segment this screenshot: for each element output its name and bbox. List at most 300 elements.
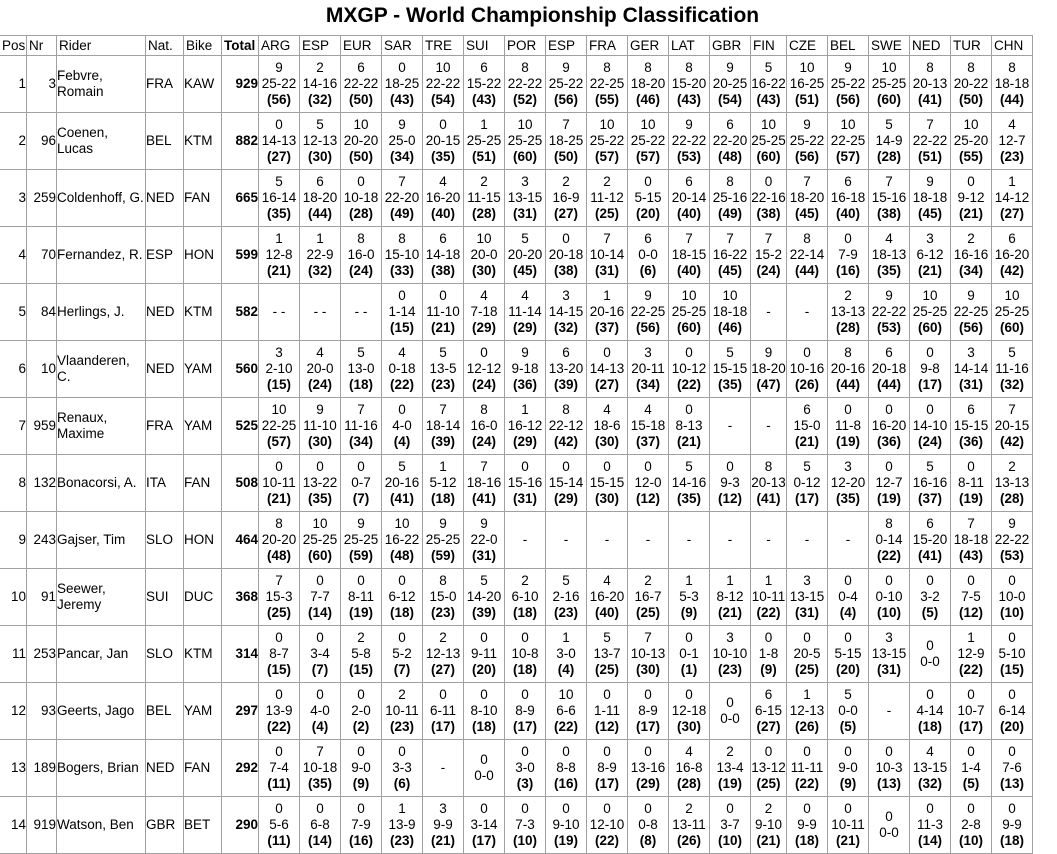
number-cell: 84: [27, 284, 57, 341]
race-result-cell: [587, 170, 628, 227]
heat-points: 12-13: [425, 646, 461, 661]
qualifying-points: 6: [803, 402, 811, 417]
qualifying-points: 10: [558, 687, 574, 702]
race-result-cell: [992, 455, 1033, 512]
qualifying-points: 5: [398, 459, 406, 474]
race-result-cell: [751, 569, 787, 626]
event-points: (14): [307, 605, 332, 620]
number-cell: 919: [27, 797, 57, 854]
heat-points: 15-16: [507, 475, 543, 490]
table-row: [0, 170, 1033, 227]
event-points: (21): [794, 434, 819, 449]
event-points: (41): [389, 491, 414, 506]
qualifying-points: 6: [644, 231, 652, 246]
race-result-cell: [910, 170, 951, 227]
heat-points: 20-5: [793, 646, 821, 661]
race-result-cell: [951, 512, 992, 569]
race-result-cell: [464, 341, 505, 398]
heat-points: 22-0: [470, 532, 498, 547]
race-result-cell: [710, 113, 751, 170]
event-points: (45): [717, 263, 742, 278]
race-result-cell: [382, 797, 423, 854]
qualifying-points: -: [727, 418, 733, 433]
column-header: CZE: [787, 36, 828, 56]
qualifying-points: 0: [644, 459, 652, 474]
race-result-cell: [423, 626, 464, 683]
heat-points: 7-7: [310, 589, 330, 604]
qualifying-points: 10: [312, 516, 328, 531]
race-result-cell: [505, 683, 546, 740]
event-points: (31): [876, 662, 901, 677]
race-result-cell: [505, 455, 546, 512]
number-cell: 93: [27, 683, 57, 740]
total-points-cell: 314: [222, 626, 259, 683]
qualifying-points: 6: [480, 60, 488, 75]
heat-points: 3-7: [720, 817, 740, 832]
qualifying-points: 0: [726, 459, 734, 474]
qualifying-points: 0: [562, 801, 570, 816]
event-points: (4): [311, 719, 329, 734]
qualifying-points: 9: [644, 288, 652, 303]
race-result-cell: [300, 569, 341, 626]
race-result-cell: [587, 797, 628, 854]
heat-points: 11-11: [790, 760, 824, 775]
number-cell: 259: [27, 170, 57, 227]
heat-points: 18-13: [871, 247, 907, 262]
event-points: (38): [756, 206, 781, 221]
heat-points: 22-25: [589, 76, 625, 91]
heat-points: 16-16: [912, 475, 948, 490]
event-points: (51): [794, 92, 819, 107]
heat-points: 25-0: [388, 133, 416, 148]
heat-points: 20-16: [589, 304, 625, 319]
race-result-cell: [951, 113, 992, 170]
event-points: (18): [348, 377, 373, 392]
qualifying-points: 0: [1008, 573, 1016, 588]
race-result-cell: [505, 569, 546, 626]
event-points: (14): [917, 833, 942, 848]
event-points: (60): [917, 320, 942, 335]
qualifying-points: 0: [521, 744, 529, 759]
event-points: (39): [471, 605, 496, 620]
race-result-cell: [992, 398, 1033, 455]
qualifying-points: 1: [480, 117, 488, 132]
qualifying-points: 4: [603, 402, 611, 417]
qualifying-points: 0: [398, 60, 406, 75]
race-result-cell: [751, 398, 787, 455]
qualifying-points: 0: [844, 630, 852, 645]
heat-points: 5-6: [269, 817, 289, 832]
heat-points: 22-22: [425, 76, 461, 91]
race-result-cell: [341, 398, 382, 455]
bike-cell: KTM: [184, 284, 222, 341]
race-result-cell: [787, 170, 828, 227]
heat-points: 13-15: [871, 646, 907, 661]
qualifying-points: 0: [764, 744, 773, 759]
qualifying-points: 1: [764, 573, 773, 588]
race-result-cell: [669, 284, 710, 341]
table-row: [0, 683, 1033, 740]
event-points: (28): [676, 776, 701, 791]
heat-points: 0-1: [679, 646, 699, 661]
qualifying-points: 0: [398, 402, 406, 417]
race-result-cell: [464, 797, 505, 854]
race-result-cell: [464, 626, 505, 683]
event-points: (21): [717, 605, 742, 620]
event-points: (19): [835, 434, 860, 449]
heat-points: 9-9: [797, 817, 817, 832]
heat-points: 20-18: [871, 361, 907, 376]
qualifying-points: 1: [521, 402, 529, 417]
race-result-cell: [341, 113, 382, 170]
qualifying-points: 0: [316, 801, 324, 816]
column-header: NED: [910, 36, 951, 56]
event-points: (36): [958, 434, 983, 449]
race-result-cell: [869, 341, 910, 398]
event-points: (36): [512, 377, 537, 392]
race-result-cell: [382, 56, 423, 113]
nationality-cell: GBR: [146, 797, 184, 854]
event-points: (37): [917, 491, 942, 506]
event-points: (17): [917, 377, 942, 392]
event-points: (19): [958, 491, 983, 506]
heat-points: 8-9: [515, 703, 535, 718]
race-result-cell: [669, 797, 710, 854]
race-result-cell: [300, 113, 341, 170]
event-points: (23): [999, 149, 1024, 164]
qualifying-points: 0: [357, 801, 365, 816]
race-result-cell: [787, 569, 828, 626]
event-points: (31): [512, 491, 537, 506]
heat-points: 4-0: [310, 703, 330, 718]
race-result-cell: [546, 113, 587, 170]
event-points: (45): [794, 206, 819, 221]
qualifying-points: 0: [685, 687, 693, 702]
event-points: (18): [389, 605, 414, 620]
race-result-cell: [423, 113, 464, 170]
heat-points: 9-9: [1002, 817, 1022, 832]
qualifying-points: 0: [885, 573, 893, 588]
qualifying-points: 0: [275, 744, 283, 759]
heat-points: 25-22: [830, 76, 866, 91]
race-result-cell: [787, 341, 828, 398]
heat-points: 10-18: [302, 760, 338, 775]
qualifying-points: 0: [726, 801, 734, 816]
rider-name-cell: Fernandez, R.: [57, 227, 146, 284]
qualifying-points: 0: [844, 231, 852, 246]
race-result-cell: [587, 512, 628, 569]
race-result-cell: [464, 398, 505, 455]
heat-points: 10-11: [751, 589, 786, 604]
event-points: (41): [756, 491, 781, 506]
qualifying-points: 9: [885, 288, 893, 303]
race-result-cell: [710, 740, 751, 797]
qualifying-points: 0: [926, 573, 934, 588]
event-points: (56): [635, 320, 660, 335]
race-result-cell: [992, 113, 1033, 170]
race-result-cell: [787, 626, 828, 683]
race-result-cell: [710, 512, 751, 569]
race-result-cell: [546, 227, 587, 284]
event-points: (37): [635, 434, 660, 449]
race-result-cell: [669, 455, 710, 512]
qualifying-points: 3: [926, 231, 934, 246]
number-cell: 189: [27, 740, 57, 797]
qualifying-points: 4: [521, 288, 529, 303]
heat-points: 15-0: [429, 589, 457, 604]
qualifying-points: 6: [764, 687, 773, 702]
race-result-cell: [587, 740, 628, 797]
event-points: (55): [594, 92, 619, 107]
qualifying-points: 9: [275, 60, 283, 75]
race-result-cell: [341, 227, 382, 284]
event-points: (32): [917, 776, 942, 791]
race-result-cell: [546, 341, 587, 398]
heat-points: 2-0: [351, 703, 371, 718]
event-points: (34): [389, 149, 414, 164]
race-result-cell: [546, 512, 587, 569]
heat-points: 15-2: [754, 247, 783, 262]
race-result-cell: [992, 683, 1033, 740]
heat-points: 13-4: [716, 760, 744, 775]
qualifying-points: 3: [521, 174, 529, 189]
qualifying-points: -: [845, 532, 851, 547]
heat-points: 14-16: [671, 475, 707, 490]
race-result-cell: [505, 227, 546, 284]
race-result-cell: [300, 626, 341, 683]
qualifying-points: 9: [439, 516, 447, 531]
qualifying-points: 0: [844, 744, 852, 759]
race-result-cell: [505, 284, 546, 341]
event-points: (12): [635, 491, 660, 506]
race-result-cell: [259, 455, 300, 512]
qualifying-points: 2: [685, 801, 693, 816]
qualifying-points: 10: [435, 60, 451, 75]
heat-points: 12-20: [830, 475, 866, 490]
race-result-cell: [382, 341, 423, 398]
race-result-cell: [828, 227, 869, 284]
heat-points: 15-14: [548, 475, 584, 490]
heat-points: 6-6: [556, 703, 576, 718]
event-points: (30): [471, 263, 496, 278]
heat-points: 13-9: [265, 703, 293, 718]
race-result-cell: [382, 569, 423, 626]
race-result-cell: [869, 512, 910, 569]
heat-points: 16-16: [953, 247, 989, 262]
heat-points: 25-16: [712, 190, 748, 205]
event-points: (60): [307, 548, 332, 563]
table-row: [0, 284, 1033, 341]
table-row: [0, 626, 1033, 683]
qualifying-points: 9: [967, 288, 975, 303]
rider-name-cell: Coldenhoff, G.: [57, 170, 146, 227]
table-row: [0, 398, 1033, 455]
event-points: (60): [512, 149, 537, 164]
event-points: (17): [635, 719, 660, 734]
heat-points: 3-2: [920, 589, 940, 604]
heat-points: 12-9: [957, 646, 985, 661]
event-points: (28): [999, 491, 1024, 506]
heat-points: 15-20: [912, 532, 948, 547]
race-result-cell: [464, 113, 505, 170]
race-result-cell: [259, 626, 300, 683]
column-header: Bike: [184, 36, 222, 56]
race-result-cell: [910, 626, 951, 683]
heat-points: 14-13: [589, 361, 625, 376]
race-result-cell: [710, 626, 751, 683]
heat-points: 20-25: [712, 76, 748, 91]
qualifying-points: 0: [803, 801, 811, 816]
heat-points: 20-0: [306, 361, 334, 376]
race-result-cell: [869, 227, 910, 284]
column-header: GBR: [710, 36, 751, 56]
heat-points: 0-7: [351, 475, 371, 490]
heat-points: 10-10: [712, 646, 748, 661]
event-points: (24): [471, 377, 496, 392]
race-result-cell: [423, 284, 464, 341]
heat-points: 8-9: [638, 703, 658, 718]
qualifying-points: 5: [562, 573, 570, 588]
heat-points: 25-25: [302, 532, 338, 547]
qualifying-points: - -: [313, 304, 327, 319]
event-points: (23): [389, 833, 414, 848]
race-result-cell: [787, 227, 828, 284]
column-header: LAT: [669, 36, 710, 56]
race-result-cell: [910, 512, 951, 569]
event-points: (35): [307, 776, 332, 791]
event-points: (19): [553, 833, 578, 848]
event-points: (42): [553, 434, 578, 449]
qualifying-points: 0: [316, 687, 324, 702]
qualifying-points: 0: [685, 630, 693, 645]
qualifying-points: 0: [844, 573, 852, 588]
race-result-cell: [382, 398, 423, 455]
column-header: FIN: [751, 36, 787, 56]
race-result-cell: [341, 740, 382, 797]
heat-points: 13-13: [994, 475, 1030, 490]
rider-name-cell: Seewer, Jeremy: [57, 569, 146, 626]
qualifying-points: 10: [640, 117, 656, 132]
race-result-cell: [710, 683, 751, 740]
race-result-cell: [259, 227, 300, 284]
event-points: (36): [876, 434, 901, 449]
race-result-cell: [669, 512, 710, 569]
heat-points: 0-14: [875, 532, 903, 547]
event-points: (29): [553, 491, 578, 506]
race-result-cell: [423, 455, 464, 512]
qualifying-points: 8: [844, 345, 852, 360]
event-points: (38): [553, 263, 578, 278]
race-result-cell: [910, 284, 951, 341]
bike-cell: FAN: [184, 740, 222, 797]
heat-points: 25-25: [343, 532, 379, 547]
qualifying-points: -: [645, 532, 651, 547]
event-points: (57): [635, 149, 660, 164]
event-points: (38): [430, 263, 455, 278]
race-result-cell: [910, 56, 951, 113]
heat-points: 25-25: [912, 304, 948, 319]
heat-points: 22-12: [548, 418, 584, 433]
qualifying-points: 0: [926, 345, 934, 360]
heat-points: 16-0: [470, 418, 498, 433]
qualifying-points: -: [440, 760, 446, 775]
race-result-cell: [951, 626, 992, 683]
event-points: (29): [471, 320, 496, 335]
race-result-cell: [751, 284, 787, 341]
rider-name-cell: Bogers, Brian: [57, 740, 146, 797]
event-points: (21): [266, 491, 291, 506]
race-result-cell: [423, 341, 464, 398]
heat-points: 16-20: [994, 247, 1030, 262]
qualifying-points: 9: [357, 516, 365, 531]
heat-points: 18-20: [302, 190, 338, 205]
race-result-cell: [464, 569, 505, 626]
bike-cell: YAM: [184, 398, 222, 455]
heat-points: 18-25: [384, 76, 420, 91]
heat-points: 5-8: [351, 646, 371, 661]
race-result-cell: [751, 227, 787, 284]
race-result-cell: [341, 284, 382, 341]
nationality-cell: ESP: [146, 227, 184, 284]
race-result-cell: [751, 797, 787, 854]
position-cell: 13: [0, 740, 27, 797]
total-points-cell: 368: [222, 569, 259, 626]
heat-points: 4-14: [916, 703, 944, 718]
event-points: (21): [430, 320, 455, 335]
event-points: (15): [266, 377, 291, 392]
qualifying-points: 8: [764, 459, 773, 474]
qualifying-points: 0: [398, 744, 406, 759]
heat-points: 18-18: [994, 76, 1030, 91]
event-points: (18): [794, 833, 819, 848]
number-cell: 253: [27, 626, 57, 683]
event-points: (35): [676, 491, 701, 506]
qualifying-points: 8: [439, 573, 447, 588]
position-cell: 14: [0, 797, 27, 854]
qualifying-points: 4: [480, 288, 488, 303]
event-points: (17): [794, 491, 819, 506]
event-points: (53): [876, 320, 901, 335]
race-result-cell: [910, 341, 951, 398]
qualifying-points: 3: [726, 630, 734, 645]
column-header: TRE: [423, 36, 464, 56]
qualifying-points: 10: [922, 288, 938, 303]
event-points: (41): [471, 491, 496, 506]
heat-points: 22-20: [384, 190, 420, 205]
race-result-cell: [992, 227, 1033, 284]
event-points: (35): [876, 263, 901, 278]
heat-points: 16-7: [634, 589, 662, 604]
heat-points: 12-13: [789, 703, 825, 718]
race-result-cell: [628, 455, 669, 512]
event-points: (46): [635, 92, 660, 107]
qualifying-points: 2: [562, 174, 570, 189]
event-points: (32): [307, 92, 332, 107]
qualifying-points: -: [766, 304, 771, 319]
qualifying-points: 8: [603, 60, 611, 75]
event-points: (16): [348, 833, 373, 848]
event-points: (24): [917, 434, 942, 449]
heat-points: 22-20: [712, 133, 748, 148]
qualifying-points: 0: [480, 687, 488, 702]
race-result-cell: [382, 113, 423, 170]
heat-points: 4-0: [392, 418, 412, 433]
qualifying-points: 3: [275, 345, 283, 360]
heat-points: 10-0: [998, 589, 1026, 604]
event-points: (57): [266, 434, 291, 449]
column-header: ESP: [546, 36, 587, 56]
race-result-cell: [828, 512, 869, 569]
